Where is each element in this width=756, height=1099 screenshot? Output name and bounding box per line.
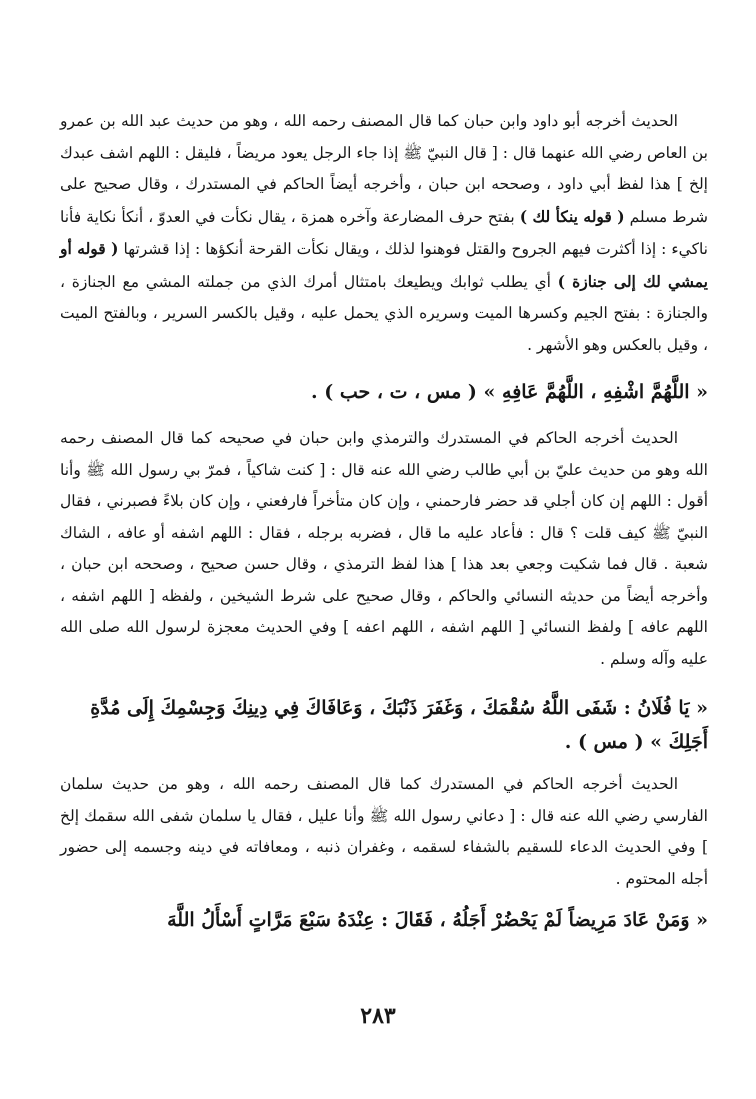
commentary-paragraph-3 [60,769,708,895]
paragraph-1-text-3: أي يطلب ثوابك ويطيعك بامتثال أمرك الذي من جملته المشي مع الجنازة ، والجنازة : بفتح الجيم وكسرها الميت وسريره الذي يحمل عليه ، وقيل بالكسر السرير ، وبالفتح الميت ، وقيل بالعكس وهو الأشهر . [60,272,708,354]
supplication-heading-2: « يَا فُلَانُ : شَفَى اللَّهُ سُقْمَكَ ، وَغَفَرَ ذَنْبَكَ ، وَعَافَاكَ فِي دِينِكَ وَجِسْمِكَ إِلَى مُدَّةِ أَجَلِكَ » ( مس ) . [90,697,708,753]
paragraph-3-text-1: الحديث أخرجه الحاكم في المستدرك كما قال المصنف رحمه الله ، وهو من حديث سلمان الفارسي رضي الله عنه قال : [ دعاني رسول الله ﷺ وأنا عليل ، فقال يا سلمان شفى الله سقمك إلخ ] وفي الحديث الدعاء للسقيم بالشفاء لسقمه ، وغفران ذنبه ، ومعافاته في دينه وجسمه إلى حضور أجله المحتوم . [60,775,708,888]
paragraph-1-text-2: بفتح حرف المضارعة وآخره همزة ، يقال نكأت في العدوّ ، أنكأ نكاية فأنا ناكيء : إذا أكثرت فيهم الجروح والقتل فوهنوا لذلك ، ويقال نكأت القرحة أنكؤها : إذا قشرتها [60,207,708,258]
paragraph-2-text-1: الحديث أخرجه الحاكم في المستدرك والترمذي وابن حبان في صحيحه كما قال المصنف رحمه الله وهو من حديث عليّ بن أبي طالب رضي الله عنه قال : [ كنت شاكياً ، فمرّ بي رسول الله ﷺ وأنا أقول : اللهم إن كان أجلي قد حضر فارحمني ، وإن كان متأخراً فارفعني ، وإن كان بلاءً فصبرني ، فقال النبيّ ﷺ كيف قلت ؟ قال : فأعاد عليه ما قال ، فضربه برجله ، فقال : اللهم اشفه أو عافه ، الشاك شعبة . قال فما شكيت وجعي بعد هذا ] هذا لفظ الترمذي ، وقال حسن صحيح ، وصححه ابن حبان ، وأخرجه أيضاً من حديثه النسائي والحاكم ، وقال صحيح على شرط الشيخين ، ولفظه [ اللهم اشفه ، اللهم عافه ] ولفظ النسائي [ اللهم اشفه ، اللهم اعفه ] وفي الحديث معجزة لرسول الله صلى الله عليه وآله وسلم . [60,429,708,668]
page-number: ٢٨٣ [360,1003,396,1029]
commentary-paragraph-2 [60,423,708,675]
paragraph-1-bold-phrase-1: ( قوله ينكأ لك ) [519,206,625,226]
book-page [60,106,708,1066]
supplication-heading-1: « اللَّهُمَّ اشْفِهِ ، اللَّهُمَّ عَافِهِ » ( مس ، ت ، حب ) . [311,381,708,403]
paragraph-1-bold-phrase-2: ( قوله أو يمشي لك إلى جنازة ) [60,239,708,291]
commentary-paragraph-1 [60,106,708,361]
supplication-heading-3: « وَمَنْ عَادَ مَرِيضاً لَمْ يَحْضُرْ أَجَلُهُ ، فَقَالَ : عِنْدَهُ سَبْعَ مَرَّاتٍ أَسْأَلُ اللَّهَ [167,909,708,931]
paragraph-1-text-1: الحديث أخرجه أبو داود وابن حبان كما قال المصنف رحمه الله ، وهو من حديث عبد الله بن عمرو بن العاص رضي الله عنهما قال : [ قال النبيّ ﷺ إذا جاء الرجل يعود مريضاً ، فليقل : اللهم اشف عبدك إلخ ] هذا لفظ أبي داود ، وصححه ابن حبان ، وأخرجه أيضاً الحاكم في المستدرك ، وقال صحيح على شرط مسلم [60,112,708,226]
